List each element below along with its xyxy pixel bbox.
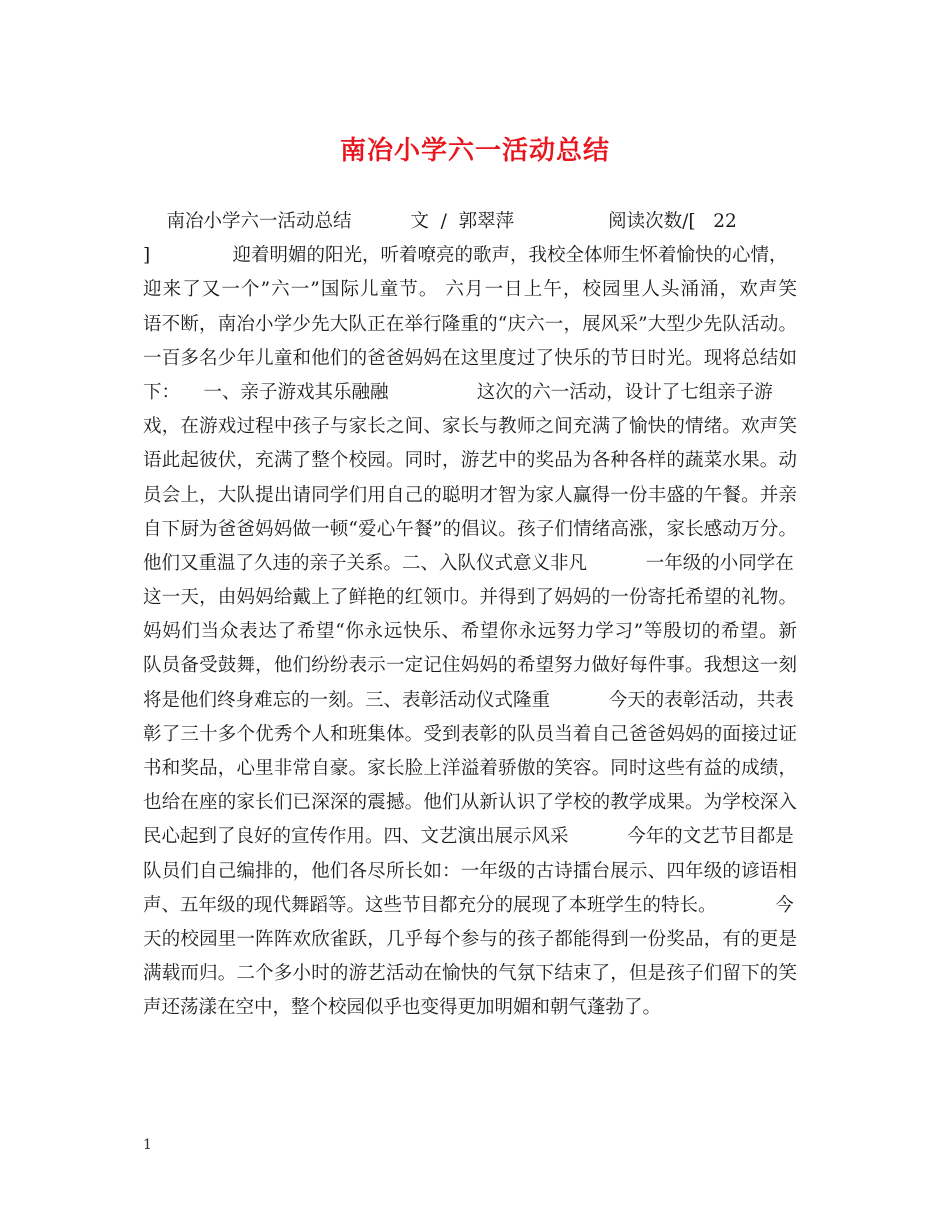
text-line: 语不断，南冶小学少先大队正在举行隆重的“庆六一，展风采”大型少先队活动。 [143,313,797,335]
text-line: 书和奖品，心里非常自豪。家长脸上洋溢着骄傲的笑容。同时这些有益的成绩， [143,758,797,779]
text-line: 民心起到了良好的宣传作用。四、文艺演出展示风采 今年的文艺节目都是 [143,826,794,848]
text-line: 他们又重温了久违的亲子关系。二、入队仪式意义非凡 一年级的小同学在 [143,552,794,574]
text-line: 妈妈们当众表达了希望“你永远快乐、希望你永远努力学习”等殷切的希望。新 [143,621,797,643]
page-title: 南冶小学六一活动总结 [339,136,610,166]
text-line: 声、五年级的现代舞蹈等。这些节目都充分的展现了本班学生的特长。 今 [143,894,794,916]
text-line: 员会上，大队提出请同学们用自己的聪明才智为家人赢得一份丰盛的午餐。并亲 [143,484,797,506]
text-line: 队员们自己编排的，他们各尽所长如：一年级的古诗擂台展示、四年级的谚语相 [143,860,797,882]
text-line: 这一天，由妈妈给戴上了鲜艳的红领巾。并得到了妈妈的一份寄托希望的礼物。 [143,587,797,609]
text-line: 声还荡漾在空中，整个校园似乎也变得更加明媚和朝气蓬勃了。 [143,997,662,1019]
text-line: 也给在座的家长们已深深的震撼。他们从新认识了学校的教学成果。为学校深入 [143,792,797,814]
text-line: 迎来了又一个”六一”国际儿童节。 六月一日上午，校园里人头涌涌，欢声笑 [143,279,797,301]
page-number: 1 [143,1137,152,1153]
text-line: 队员备受鼓舞，他们纷纷表示一定记住妈妈的希望努力做好每件事。我想这一刻 [143,655,797,677]
text-line: 戏，在游戏过程中孩子与家长之间、家长与教师之间充满了愉快的情绪。欢声笑 [143,416,797,438]
text-line: 下： 一、亲子游戏其乐融融 这次的六一活动，设计了七组亲子游 [143,381,773,403]
text-line: 满载而归。二个多小时的游艺活动在愉快的气氛下结束了，但是孩子们留下的笑 [143,963,797,985]
text-line: 彰了三十多个优秀个人和班集体。受到表彰的队员当着自己爸爸妈妈的面接过证 [143,723,797,745]
text-line: 天的校园里一阵阵欢欣雀跃，几乎每个参与的孩子都能得到一份奖品，有的更是 [143,928,797,950]
text-line: 将是他们终身难忘的一刻。三、表彰活动仪式隆重 今天的表彰活动，共表 [143,689,794,711]
text-line: 语此起彼伏，充满了整个校园。同时，游艺中的奖品为各种各样的蔬菜水果。动 [143,450,797,472]
text-line: 一百多名少年儿童和他们的爸爸妈妈在这里度过了快乐的节日时光。现将总结如 [143,347,797,369]
text-line: 自下厨为爸爸妈妈做一顿“爱心午餐”的倡议。孩子们情绪高涨，家长感动万分。 [143,518,797,540]
text-line: ] 迎着明媚的阳光，听着嘹亮的歌声，我校全体师生怀着愉快的心情， [143,245,788,267]
document-body [143,205,797,1026]
text-line: 南冶小学六一活动总结 文 / 郭翠萍 阅读次数/[ 22 [143,211,737,232]
